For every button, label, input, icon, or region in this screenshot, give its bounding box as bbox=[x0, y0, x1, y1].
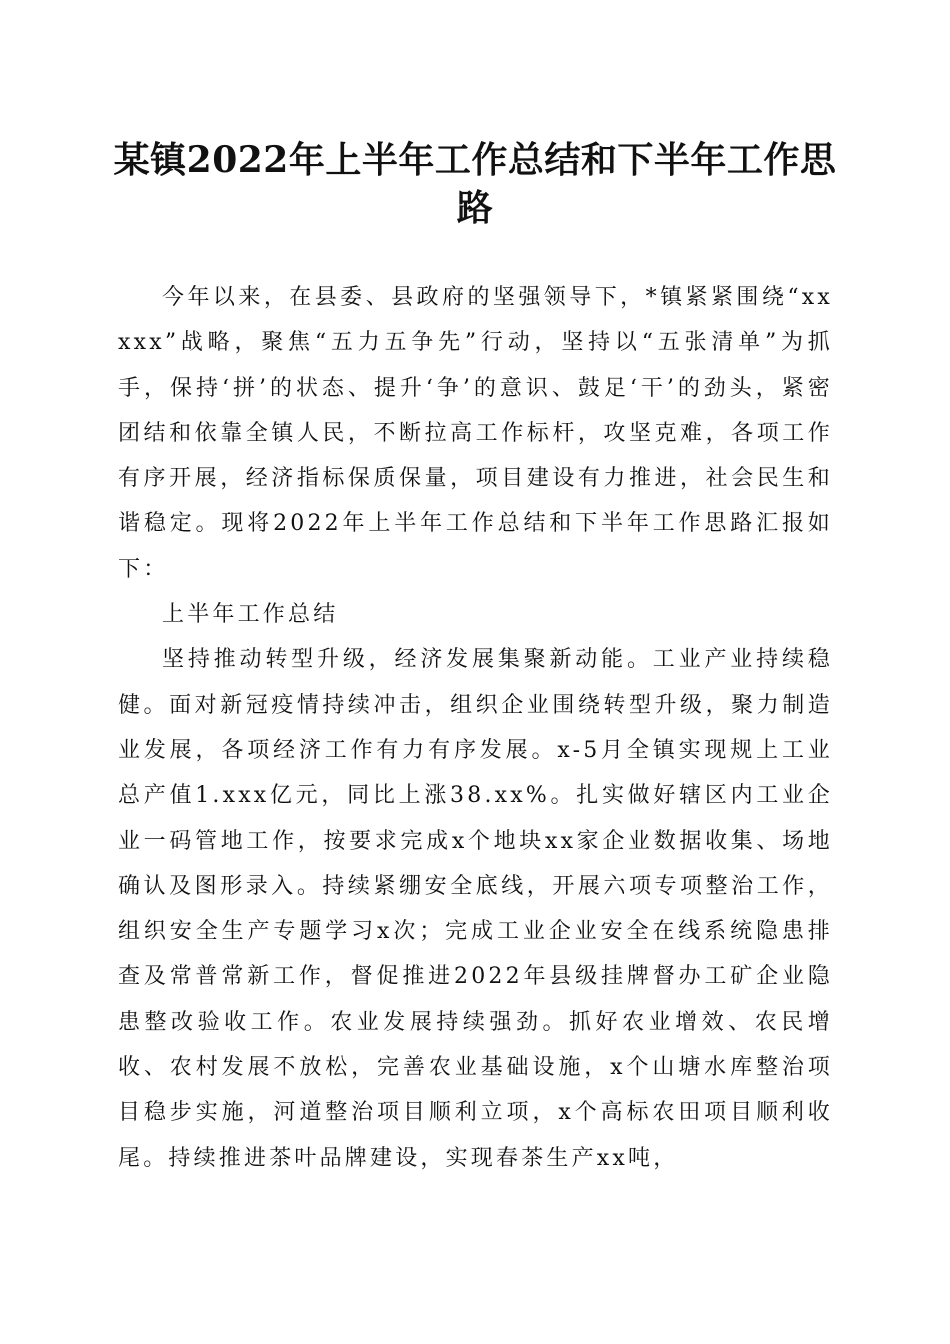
document-body bbox=[118, 275, 833, 1181]
document-title bbox=[100, 136, 850, 232]
section-heading: 上半年工作总结 bbox=[162, 602, 339, 628]
intro-paragraph: 今年以来，在县委、县政府的坚强领导下，*镇紧紧围绕“xxxxx”战略，聚焦“五力五争先”行动，坚持以“五张清单”为抓手，保持‘拼’的状态、提升‘争’的意识、鼓足‘干’的劲头，紧密团结和依靠全镇人民，不断拉高工作标杆，攻坚克难，各项工作有序开展，经济指标保质保量，项目建设有力推进，社会民生和谐稳定。现将2022年上半年工作总结和下半年工作思路汇报如下： bbox=[118, 285, 833, 582]
economy-paragraph: 坚持推动转型升级，经济发展集聚新动能。工业产业持续稳健。面对新冠疫情持续冲击，组织企业围绕转型升级，聚力制造业发展，各项经济工作有力有序发展。x-5月全镇实现规上工业总产值1.xxx亿元，同比上涨38.xx%。扎实做好辖区内工业企业一码管地工作，按要求完成x个地块xx家企业数据收集、场地确认及图形录入。持续紧绷安全底线，开展六项专项整治工作，组织安全生产专题学习x次；完成工业企业安全在线系统隐患排查及常普常新工作，督促推进2022年县级挂牌督办工矿企业隐患整改验收工作。农业发展持续强劲。抓好农业增效、农民增收、农村发展不放松，完善农业基础设施，x个山塘水库整治项目稳步实施，河道整治项目顺利立项，x个高标农田项目顺利收尾。持续推进茶叶品牌建设，实现春茶生产xx吨， bbox=[118, 647, 833, 1171]
title-line-1: 某镇2022年上半年工作总结和下半年工作思 bbox=[113, 139, 837, 181]
title-line-2: 路 bbox=[456, 187, 494, 229]
